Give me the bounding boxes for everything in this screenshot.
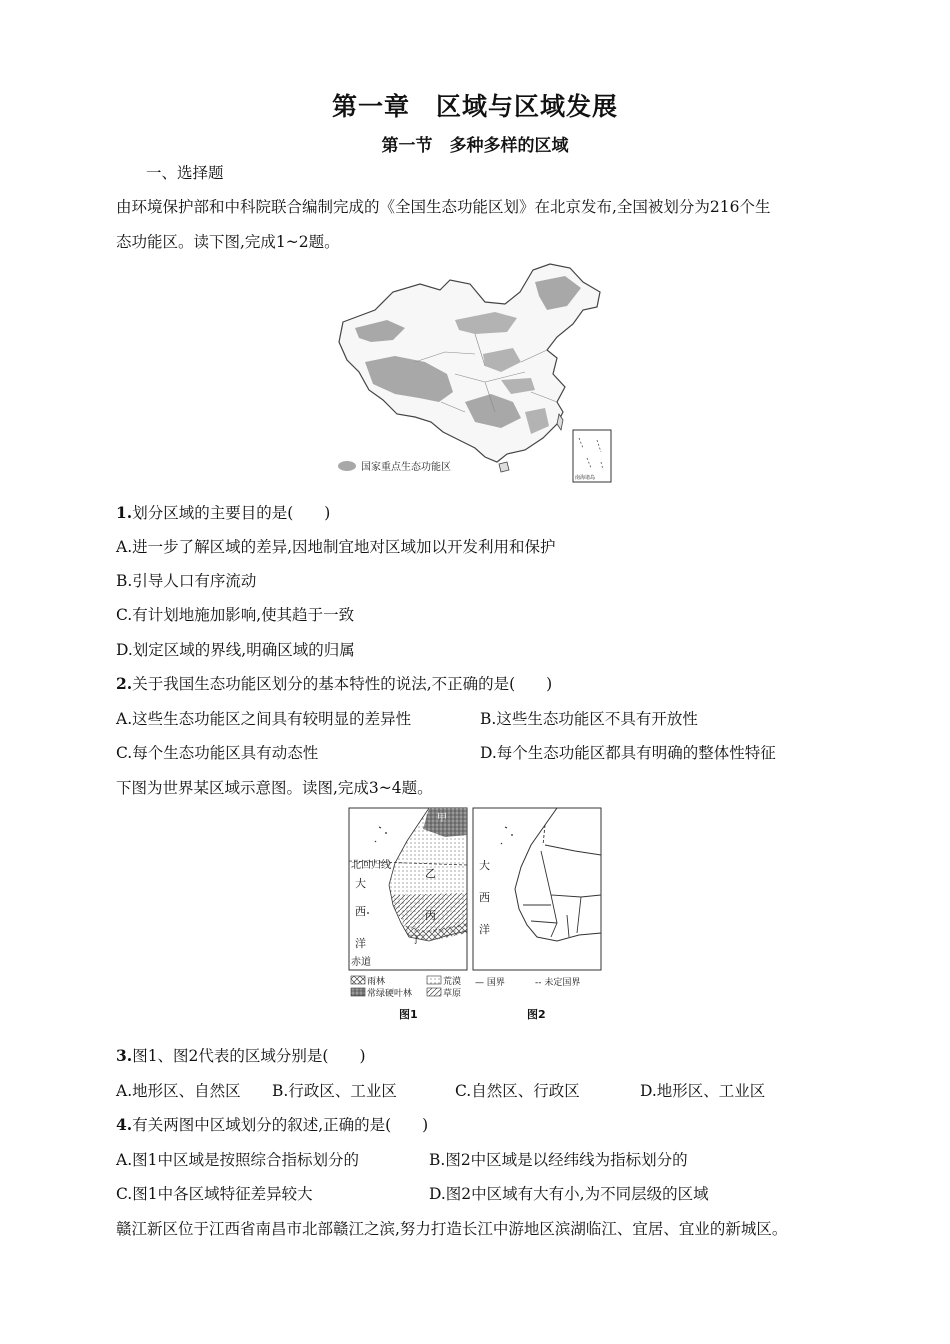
legend-desert: 荒漠 — [443, 977, 462, 987]
q2-option-b: B.这些生态功能区不具有开放性 — [480, 710, 698, 728]
legend-undefined-border: -- 未定国界 — [535, 978, 581, 988]
q4-option-c: C.图1中各区域特征差异较大 — [116, 1185, 313, 1203]
q4-stem — [116, 1115, 428, 1135]
q2-text: 关于我国生态功能区划分的基本特性的说法,不正确的是( ) — [132, 675, 553, 693]
west-africa-maps — [345, 805, 605, 1027]
q1-text: 划分区域的主要目的是( ) — [132, 504, 331, 522]
legend-border: — 国界 — [475, 978, 505, 988]
legend-sclerophyll-swatch — [351, 988, 365, 996]
q3-option-b: B.行政区、工业区 — [272, 1082, 397, 1100]
q2-stem — [116, 674, 552, 694]
legend-desert-swatch — [427, 976, 441, 984]
map2-caption: 图2 — [527, 1008, 546, 1021]
q2-number: 2. — [116, 674, 133, 693]
q3-option-a: A.地形区、自然区 — [116, 1082, 241, 1100]
q3-number: 3. — [116, 1046, 133, 1065]
q1-number: 1. — [116, 503, 133, 522]
inset-label: 南海诸岛 — [575, 475, 596, 481]
legend-rainforest: 雨林 — [367, 977, 386, 987]
q2-option-d: D.每个生态功能区都具有明确的整体性特征 — [480, 744, 776, 762]
legend-grassland-swatch — [427, 988, 441, 996]
part-heading: 一、选择题 — [146, 164, 224, 182]
map2-ocean-1: 大 — [479, 859, 490, 872]
intro2: 下图为世界某区域示意图。读图,完成3~4题。 — [116, 779, 433, 797]
map1-label-yi: 乙 — [425, 867, 436, 880]
map1-ocean-3: 洋 — [355, 937, 366, 950]
map1-caption: 图1 — [399, 1008, 418, 1021]
q2-option-a: A.这些生态功能区之间具有较明显的差异性 — [116, 710, 412, 728]
q4-option-b: B.图2中区域是以经纬线为指标划分的 — [429, 1151, 688, 1169]
china-eco-map — [335, 262, 615, 484]
q3-text: 图1、图2代表的区域分别是( ) — [132, 1047, 366, 1065]
q4-option-d: D.图2中区域有大有小,为不同层级的区域 — [429, 1185, 709, 1203]
map1-label-bing: 丙 — [425, 909, 436, 922]
q4-text: 有关两图中区域划分的叙述,正确的是( ) — [132, 1116, 429, 1134]
chapter-title: 第一章 区域与区域发展 — [331, 92, 618, 121]
q1-stem — [116, 503, 330, 523]
legend-swatch — [338, 461, 356, 471]
map1-label-ding: 丁 — [411, 935, 421, 946]
map2-ocean-2: 西 — [479, 891, 490, 904]
q4-number: 4. — [116, 1115, 133, 1134]
map1-ocean-2: 西 — [355, 905, 366, 918]
map1-equator-label: 赤道 — [351, 957, 371, 968]
legend-sclerophyll: 常绿硬叶林 — [367, 989, 413, 999]
map1-tropic-label: 北回归线 — [351, 860, 391, 871]
map1-ocean-1: 大 — [355, 877, 366, 890]
q1-option-a: A.进一步了解区域的差异,因地制宜地对区域加以开发利用和保护 — [116, 538, 556, 556]
legend-rainforest-swatch — [351, 976, 365, 984]
intro1-line1: 由环境保护部和中科院联合编制完成的《全国生态功能区划》在北京发布,全国被划分为216个生 — [116, 198, 771, 216]
map1-label-jia: 甲 — [437, 813, 447, 824]
q3-stem — [116, 1046, 366, 1066]
intro3: 赣江新区位于江西省南昌市北部赣江之滨,努力打造长江中游地区滨湖临江、宜居、宜业的新城区。 — [116, 1220, 788, 1238]
legend-label: 国家重点生态功能区 — [361, 462, 451, 473]
q2-option-c: C.每个生态功能区具有动态性 — [116, 744, 319, 762]
q1-option-b: B.引导人口有序流动 — [116, 572, 257, 590]
q3-option-d: D.地形区、工业区 — [640, 1082, 766, 1100]
q4-option-a: A.图1中区域是按照综合指标划分的 — [116, 1151, 359, 1169]
section-title: 第一节 多种多样的区域 — [381, 136, 569, 156]
q1-option-c: C.有计划地施加影响,使其趋于一致 — [116, 606, 355, 624]
intro1-line2: 态功能区。读下图,完成1~2题。 — [116, 233, 340, 251]
map2-ocean-3: 洋 — [479, 923, 490, 936]
q1-option-d: D.划定区域的界线,明确区域的归属 — [116, 641, 355, 659]
q3-option-c: C.自然区、行政区 — [455, 1082, 580, 1100]
hainan-island — [499, 462, 509, 472]
legend-grassland: 草原 — [443, 989, 462, 999]
